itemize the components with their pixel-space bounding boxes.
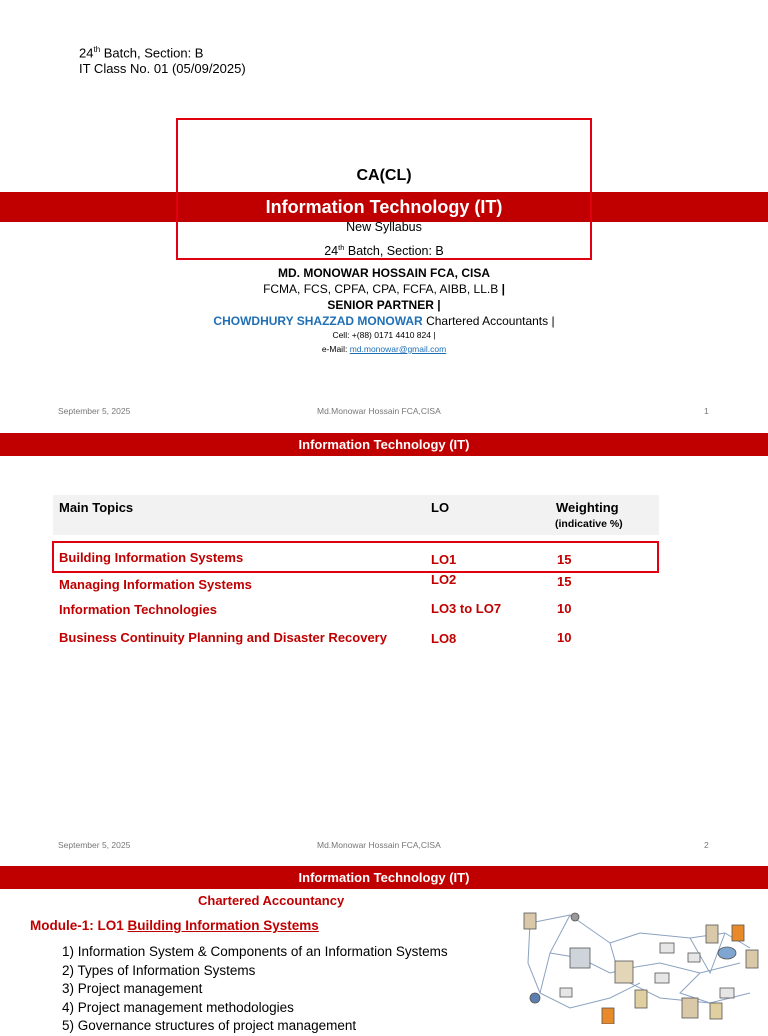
slide1-band-title: Information Technology (IT)	[265, 197, 503, 217]
row4-topic: Business Continuity Planning and Disaster Recovery	[59, 630, 387, 645]
module-heading: Module-1: LO1 Building Information Systems	[30, 918, 319, 933]
page-number: 1	[704, 406, 709, 416]
row1-weight: 15	[557, 552, 572, 567]
list-item: 4) Project management methodologies	[62, 999, 294, 1015]
footer-author: Md.Monowar Hossain FCA,CISA	[317, 406, 441, 416]
module-topic-list	[62, 943, 448, 1036]
footer-author-2: Md.Monowar Hossain FCA,CISA	[317, 840, 441, 850]
column-header-weighting-sub: (indicative %)	[555, 518, 623, 530]
slide3-band-title: Information Technology (IT)	[298, 870, 470, 885]
title-highlight-box	[176, 118, 592, 260]
module-title: Building Information Systems	[127, 918, 319, 933]
slide2-title-band	[0, 433, 768, 456]
author-qualifications: FCMA, FCS, CPFA, CPA, FCFA, AIBB, LL.B |	[263, 282, 505, 296]
row4-weight: 10	[557, 630, 572, 645]
list-item: 5) Governance structures of project management	[62, 1018, 357, 1033]
class-number: IT Class No. 01 (05/09/2025)	[79, 61, 246, 76]
batch-header: 24th Batch, Section: B	[79, 45, 204, 61]
footer-date-2: September 5, 2025	[58, 840, 131, 850]
slide2-band-title: Information Technology (IT)	[298, 437, 470, 452]
list-item: 3) Project management	[62, 981, 203, 996]
firm-name: CHOWDHURY SHAZZAD MONOWAR	[213, 314, 423, 328]
row2-topic: Managing Information Systems	[59, 577, 252, 592]
row4-lo: LO8	[431, 631, 457, 646]
column-header-lo: LO	[431, 500, 450, 515]
footer-date: September 5, 2025	[58, 406, 131, 416]
column-header-topics: Main Topics	[59, 500, 134, 515]
list-item: 2) Types of Information Systems	[62, 962, 256, 978]
row2-lo: LO2	[431, 572, 457, 587]
row3-weight: 10	[557, 601, 572, 616]
syllabus-label: New Syllabus	[346, 220, 422, 234]
author-name: MD. MONOWAR HOSSAIN FCA, CISA	[278, 266, 490, 280]
batch-label: 24th Batch, Section: B	[324, 243, 444, 259]
cell-number: Cell: +(88) 0171 4410 824 |	[332, 330, 436, 340]
list-item: 1) Information System & Components of an Information Systems	[62, 944, 448, 959]
row1-lo: LO1	[431, 552, 457, 567]
row1-topic: Building Information Systems	[59, 550, 244, 565]
slide3-subtitle: Chartered Accountancy	[198, 893, 345, 908]
network-diagram-icon	[510, 903, 768, 1024]
row3-lo: LO3 to LO7	[431, 601, 502, 616]
author-role: SENIOR PARTNER |	[327, 298, 441, 312]
column-header-weighting: Weighting	[556, 500, 619, 515]
page-number-2: 2	[704, 840, 709, 850]
email-link[interactable]: md.monowar@gmail.com	[349, 344, 447, 354]
slide3-title-band	[0, 866, 768, 889]
firm-line: CHOWDHURY SHAZZAD MONOWAR Chartered Accountants |	[213, 314, 555, 328]
row2-weight: 15	[557, 574, 572, 589]
course-title: CA(CL)	[356, 167, 412, 184]
email-line: e-Mail: md.monowar@gmail.com	[321, 344, 447, 354]
row3-topic: Information Technologies	[59, 602, 217, 617]
